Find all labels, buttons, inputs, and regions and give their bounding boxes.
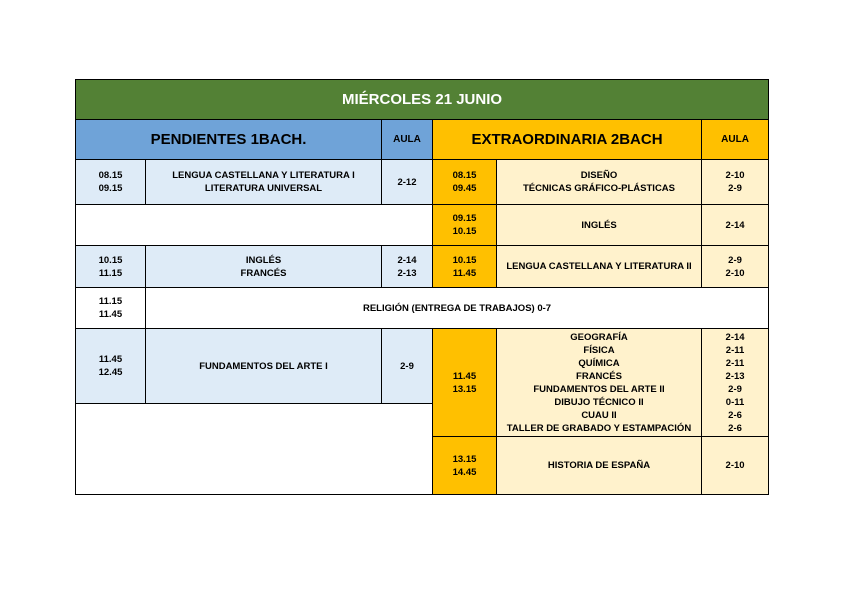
cell-line: TALLER DE GRABADO Y ESTAMPACIÓN	[506, 422, 692, 434]
left-subject-cell	[146, 246, 382, 288]
cell-line: INGLÉS	[581, 219, 617, 231]
cell-line: 2-11	[725, 344, 745, 356]
right-aula-cell	[702, 205, 769, 246]
cell-line: GEOGRAFÍA	[570, 331, 628, 343]
cell-line: FÍSICA	[583, 344, 615, 356]
cell-line: FRANCÉS	[240, 267, 287, 279]
cell-line: DIBUJO TÉCNICO II	[554, 396, 644, 408]
cell-line: 2-9	[728, 383, 742, 395]
right-time-cell	[433, 205, 497, 246]
cell-line: 2-14	[725, 331, 745, 343]
left-aula-cell	[382, 246, 433, 288]
empty-left-cell	[76, 205, 433, 246]
right-time-cell	[433, 329, 497, 437]
cell-line: 11.45	[98, 354, 123, 365]
right-aula-cell	[702, 160, 769, 205]
table-row	[76, 246, 769, 288]
table-row	[76, 160, 769, 205]
left-subject-cell	[146, 329, 382, 404]
cell-line: 2-6	[728, 409, 742, 421]
cell-line: 14.45	[452, 466, 477, 478]
right-time-cell	[433, 246, 497, 288]
cell-line: 2-11	[725, 357, 745, 369]
right-time-cell	[433, 437, 497, 495]
right-subject-cell	[497, 437, 702, 495]
left-time-cell	[76, 160, 146, 205]
cell-line: 13.15	[452, 453, 477, 465]
cell-line: 2-10	[725, 267, 745, 279]
right-subject-cell	[497, 246, 702, 288]
cell-line: 09.15	[452, 213, 477, 224]
cell-line: QUÍMICA	[578, 357, 620, 369]
cell-line: 2-13	[397, 267, 417, 279]
cell-line: DISEÑO	[580, 170, 618, 181]
cell-line: 11.45	[452, 267, 477, 279]
table-row	[76, 288, 769, 329]
cell-line: 2-9	[728, 254, 742, 266]
cell-line: LENGUA CASTELLANA Y LITERATURA II	[506, 261, 692, 272]
cell-line: 11.45	[98, 309, 123, 320]
empty-left-cell	[76, 404, 433, 495]
cell-line: 12.45	[98, 367, 123, 378]
cell-line: 2-9	[728, 183, 742, 194]
cell-line: 11.45	[452, 370, 477, 382]
left-time-cell	[76, 329, 146, 404]
cell-line: 10.15	[452, 226, 477, 237]
cell-line: 11.15	[98, 296, 123, 307]
cell-line: 2-10	[725, 170, 745, 181]
left-aula-cell	[382, 160, 433, 205]
cell-line: 2-14	[725, 219, 745, 231]
table-row	[76, 329, 769, 404]
cell-line: 11.15	[98, 267, 123, 279]
cell-line: 13.15	[452, 383, 477, 395]
right-subject-cell	[497, 160, 702, 205]
cell-line: 2-9	[400, 360, 414, 372]
right-aula-cell	[702, 329, 769, 437]
cell-line: HISTORIA DE ESPAÑA	[547, 460, 651, 471]
table-row	[76, 205, 769, 246]
cell-line: 2-6	[728, 422, 742, 434]
left-header: PENDIENTES 1BACH.	[76, 120, 382, 160]
cell-line: 08.15	[98, 170, 123, 181]
cell-line: INGLÉS	[245, 254, 282, 266]
cell-line: 10.15	[98, 254, 123, 266]
cell-line: 08.15	[452, 170, 477, 181]
cell-line: LITERATURA UNIVERSAL	[204, 183, 323, 194]
cell-line: TÉCNICAS GRÁFICO-PLÁSTICAS	[523, 183, 675, 194]
cell-line: 09.45	[452, 183, 477, 194]
right-time-cell	[433, 160, 497, 205]
right-subject-cell	[497, 329, 702, 437]
page-title: MIÉRCOLES 21 JUNIO	[76, 80, 769, 120]
left-aula-cell	[382, 329, 433, 404]
religion-cell: RELIGIÓN (ENTREGA DE TRABAJOS) 0-7	[146, 288, 769, 329]
cell-line: 2-14	[397, 254, 417, 266]
right-header: EXTRAORDINARIA 2BACH	[433, 120, 702, 160]
right-subject-cell	[497, 205, 702, 246]
right-aula-cell	[702, 437, 769, 495]
time-cell	[76, 288, 146, 329]
cell-line: LENGUA CASTELLANA Y LITERATURA I	[172, 170, 355, 181]
cell-line: 09.15	[98, 183, 123, 194]
cell-line: 2-13	[725, 370, 745, 382]
cell-line: 2-12	[397, 176, 417, 188]
schedule-table	[75, 79, 769, 495]
left-subject-cell	[146, 160, 382, 205]
left-aula-header: AULA	[382, 120, 433, 160]
right-aula-cell	[702, 246, 769, 288]
cell-line: 10.15	[452, 254, 477, 266]
cell-line: 2-10	[725, 460, 745, 471]
cell-line: CUAU II	[581, 409, 617, 421]
cell-line: 0-11	[725, 396, 745, 408]
cell-line: FRANCÉS	[576, 370, 622, 382]
cell-line: FUNDAMENTOS DEL ARTE II	[533, 383, 665, 395]
right-aula-header: AULA	[702, 120, 769, 160]
left-time-cell	[76, 246, 146, 288]
cell-line: FUNDAMENTOS DEL ARTE I	[199, 360, 328, 372]
